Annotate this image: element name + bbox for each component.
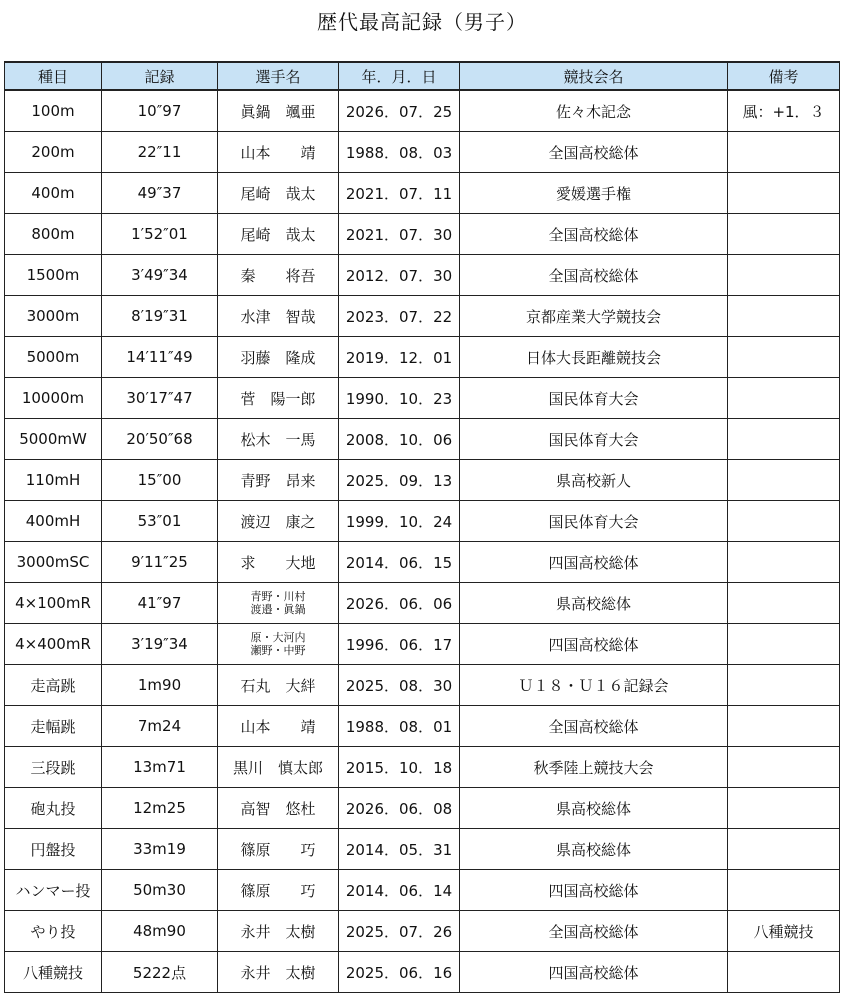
record-cell: 53″01 (102, 501, 218, 542)
record-cell: 7m24 (102, 706, 218, 747)
note-cell (728, 624, 840, 665)
date-cell: 2021．07．30 (339, 214, 460, 255)
athlete-line: 原・大河内 (250, 631, 306, 644)
meet-cell: 全国高校総体 (460, 255, 728, 296)
record-cell: 13m71 (102, 747, 218, 788)
record-cell: 8′19″31 (102, 296, 218, 337)
table-row (5, 747, 840, 788)
note-cell (728, 337, 840, 378)
event-cell: 1500m (5, 255, 102, 296)
note-cell: 風：+1．３ (728, 90, 840, 132)
athlete-cell: 菅 陽一郎 (218, 378, 339, 419)
athlete-cell: 尾崎 哉太 (218, 214, 339, 255)
date-cell: 2014．06．14 (339, 870, 460, 911)
table-row (5, 870, 840, 911)
date-cell: 2015．10．18 (339, 747, 460, 788)
note-cell (728, 583, 840, 624)
date-cell: 2008．10．06 (339, 419, 460, 460)
meet-cell: 国民体育大会 (460, 419, 728, 460)
note-cell (728, 132, 840, 173)
date-cell: 2021．07．11 (339, 173, 460, 214)
header-date: 年．月．日 (339, 62, 460, 90)
event-cell: 110mH (5, 460, 102, 501)
date-cell: 2014．05．31 (339, 829, 460, 870)
athlete-cell: 石丸 大絆 (218, 665, 339, 706)
athlete-cell: 山本 靖 (218, 706, 339, 747)
meet-cell: 国民体育大会 (460, 378, 728, 419)
note-cell (728, 460, 840, 501)
event-cell: 走幅跳 (5, 706, 102, 747)
header-athlete: 選手名 (218, 62, 339, 90)
table-row (5, 419, 840, 460)
meet-cell: 県高校総体 (460, 583, 728, 624)
meet-cell: 四国高校総体 (460, 542, 728, 583)
event-cell: 400mH (5, 501, 102, 542)
record-cell: 12m25 (102, 788, 218, 829)
meet-cell: 県高校新人 (460, 460, 728, 501)
table-row (5, 788, 840, 829)
record-cell: 3′19″34 (102, 624, 218, 665)
date-cell: 2014．06．15 (339, 542, 460, 583)
event-cell: 八種競技 (5, 952, 102, 993)
table-row (5, 583, 840, 624)
note-cell (728, 173, 840, 214)
record-cell: 14′11″49 (102, 337, 218, 378)
event-cell: 100m (5, 90, 102, 132)
note-cell (728, 296, 840, 337)
table-row (5, 214, 840, 255)
header-event: 種目 (5, 62, 102, 90)
meet-cell: 佐々木記念 (460, 90, 728, 132)
date-cell: 2025．09．13 (339, 460, 460, 501)
note-cell (728, 952, 840, 993)
athlete-cell: 秦 将吾 (218, 255, 339, 296)
page-title: 歴代最高記録（男子） (317, 10, 527, 34)
athlete-cell: 水津 智哉 (218, 296, 339, 337)
meet-cell: 県高校総体 (460, 829, 728, 870)
header-row (5, 62, 840, 90)
meet-cell: 秋季陸上競技大会 (460, 747, 728, 788)
event-cell: 10000m (5, 378, 102, 419)
event-cell: 3000m (5, 296, 102, 337)
date-cell: 2025．08．30 (339, 665, 460, 706)
meet-cell: 全国高校総体 (460, 132, 728, 173)
note-cell (728, 870, 840, 911)
date-cell: 2025．07．26 (339, 911, 460, 952)
table-row (5, 460, 840, 501)
event-cell: 走高跳 (5, 665, 102, 706)
date-cell: 2025．06．16 (339, 952, 460, 993)
record-cell: 5222点 (102, 952, 218, 993)
event-cell: ハンマー投 (5, 870, 102, 911)
athlete-cell: 永井 太樹 (218, 952, 339, 993)
event-cell: 5000mW (5, 419, 102, 460)
note-cell (728, 788, 840, 829)
date-cell: 2019．12．01 (339, 337, 460, 378)
meet-cell: 全国高校総体 (460, 911, 728, 952)
table-row (5, 501, 840, 542)
table-row (5, 337, 840, 378)
table-row (5, 90, 840, 132)
records-body (5, 90, 840, 993)
meet-cell: 四国高校総体 (460, 952, 728, 993)
event-cell: 200m (5, 132, 102, 173)
athlete-line: 渡邉・眞鍋 (250, 603, 306, 616)
table-row (5, 378, 840, 419)
table-row (5, 173, 840, 214)
header-meet: 競技会名 (460, 62, 728, 90)
record-cell: 30′17″47 (102, 378, 218, 419)
event-cell: 4×100mR (5, 583, 102, 624)
record-cell: 48m90 (102, 911, 218, 952)
athlete-cell: 求 大地 (218, 542, 339, 583)
date-cell: 2026．06．08 (339, 788, 460, 829)
meet-cell: 京都産業大学競技会 (460, 296, 728, 337)
record-cell: 1′52″01 (102, 214, 218, 255)
date-cell: 2012．07．30 (339, 255, 460, 296)
meet-cell: 四国高校総体 (460, 870, 728, 911)
date-cell: 2026．06．06 (339, 583, 460, 624)
date-cell: 1988．08．01 (339, 706, 460, 747)
table-row (5, 255, 840, 296)
note-cell (728, 501, 840, 542)
header-record: 記録 (102, 62, 218, 90)
note-cell (728, 255, 840, 296)
date-cell: 1988．08．03 (339, 132, 460, 173)
table-row (5, 706, 840, 747)
athlete-cell: 渡辺 康之 (218, 501, 339, 542)
event-cell: 400m (5, 173, 102, 214)
table-row (5, 665, 840, 706)
athlete-line: 瀬野・中野 (250, 644, 306, 657)
note-cell (728, 214, 840, 255)
record-cell: 3′49″34 (102, 255, 218, 296)
athlete-cell: 山本 靖 (218, 132, 339, 173)
note-cell (728, 706, 840, 747)
meet-cell: 四国高校総体 (460, 624, 728, 665)
athlete-cell (218, 583, 339, 624)
athlete-cell: 松木 一馬 (218, 419, 339, 460)
table-row (5, 624, 840, 665)
table-row (5, 132, 840, 173)
athlete-cell: 黒川 慎太郎 (218, 747, 339, 788)
record-cell: 41″97 (102, 583, 218, 624)
note-cell: 八種競技 (728, 911, 840, 952)
date-cell: 1999．10．24 (339, 501, 460, 542)
event-cell: 5000m (5, 337, 102, 378)
meet-cell: 県高校総体 (460, 788, 728, 829)
meet-cell: 国民体育大会 (460, 501, 728, 542)
note-cell (728, 419, 840, 460)
event-cell: 円盤投 (5, 829, 102, 870)
meet-cell: 日体大長距離競技会 (460, 337, 728, 378)
athlete-cell: 眞鍋 颯亜 (218, 90, 339, 132)
athlete-cell: 篠原 巧 (218, 829, 339, 870)
record-cell: 1m90 (102, 665, 218, 706)
meet-cell: 全国高校総体 (460, 214, 728, 255)
record-cell: 9′11″25 (102, 542, 218, 583)
record-cell: 33m19 (102, 829, 218, 870)
event-cell: 4×400mR (5, 624, 102, 665)
date-cell: 2026．07．25 (339, 90, 460, 132)
event-cell: 三段跳 (5, 747, 102, 788)
table-row (5, 952, 840, 993)
athlete-cell: 青野 昂来 (218, 460, 339, 501)
meet-cell: Ｕ１８・Ｕ１６記録会 (460, 665, 728, 706)
date-cell: 1996．06．17 (339, 624, 460, 665)
note-cell (728, 378, 840, 419)
athlete-cell: 羽藤 隆成 (218, 337, 339, 378)
athlete-cell: 高智 悠杜 (218, 788, 339, 829)
date-cell: 2023．07．22 (339, 296, 460, 337)
header-note: 備考 (728, 62, 840, 90)
event-cell: 800m (5, 214, 102, 255)
athlete-cell (218, 624, 339, 665)
records-table (4, 61, 840, 993)
table-row (5, 829, 840, 870)
event-cell: 3000mSC (5, 542, 102, 583)
record-cell: 22″11 (102, 132, 218, 173)
date-cell: 1990．10．23 (339, 378, 460, 419)
meet-cell: 全国高校総体 (460, 706, 728, 747)
athlete-line: 青野・川村 (250, 590, 306, 603)
record-cell: 15″00 (102, 460, 218, 501)
event-cell: やり投 (5, 911, 102, 952)
table-row (5, 911, 840, 952)
event-cell: 砲丸投 (5, 788, 102, 829)
note-cell (728, 747, 840, 788)
note-cell (728, 665, 840, 706)
record-cell: 10″97 (102, 90, 218, 132)
athlete-cell: 尾崎 哉太 (218, 173, 339, 214)
note-cell (728, 829, 840, 870)
athlete-cell: 篠原 巧 (218, 870, 339, 911)
athlete-cell: 永井 太樹 (218, 911, 339, 952)
record-cell: 20′50″68 (102, 419, 218, 460)
note-cell (728, 542, 840, 583)
table-row (5, 296, 840, 337)
meet-cell: 愛媛選手権 (460, 173, 728, 214)
record-cell: 49″37 (102, 173, 218, 214)
record-cell: 50m30 (102, 870, 218, 911)
table-row (5, 542, 840, 583)
